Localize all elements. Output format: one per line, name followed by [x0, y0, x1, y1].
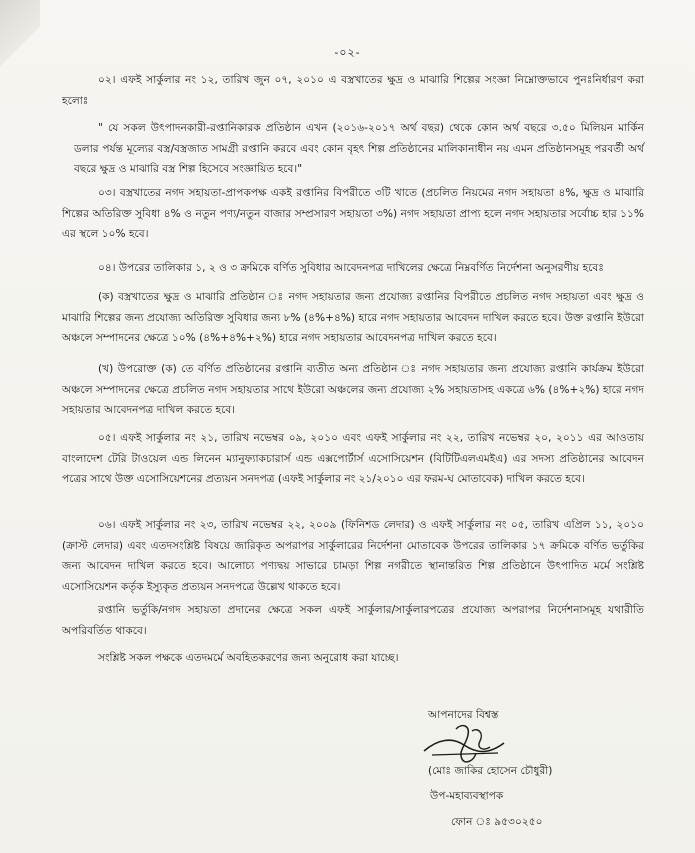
page-number: -০২- [334, 46, 361, 59]
signatory-phone: ফোন ঃ ৯৫৩০২৫০ [451, 816, 543, 828]
paragraph-02: ০২। এফই সার্কুলার নং ১২, তারিখ জুন ০৭, ২০১০ এ বস্ত্রখাতের ক্ষুদ্র ও মাঝারি শিল্পের সংজ্ঞা নিম্নোক্তভাবে পুনঃনির্ধারণ করা হলোঃ [62, 74, 644, 107]
paragraph-request: সংশ্লিষ্ট সকল পক্ষকে এতদমর্মে অবহিতকরণের জন্য অনুরোধ করা যাচ্ছে। [98, 652, 399, 664]
paragraph-04: ০৪। উপরের তালিকার ১, ২ ও ৩ ক্রমিকে বর্ণিত সুবিধার আবেদনপত্র দাখিলের ক্ষেত্রে নিম্নবর্ণিত নির্দেশনা অনুসরণীয় হবেঃ [98, 262, 604, 274]
paragraph-04-ka: (ক) বস্ত্রখাতের ক্ষুদ্র ও মাঝারি প্রতিষ্ঠান ঃ নগদ সহায়তার জন্য প্রযোজ্য রপ্তানির বিপরীতে প্রচলিত নগদ সহায়তা এবং ক্ষুদ্র ও মাঝারি শিল্পের জন্য প্রযোজ্য অতিরিক্ত সুবিধার জন্য ৮% (৪%+৪%) হারে নগদ সহায়তার আবেদন দাখিল করতে হবে। উক্ত রপ্তানি ইউরো অঞ্চলে সম্পাদনের ক্ষেত্রে ১০% (৪%+৪%+২%) হারে নগদ সহায়তার আবেদনপত্র দাখিল করতে হবে। [62, 291, 644, 344]
signatory-name: (মোঃ জাকির হোসেন চৌধুরী) [428, 765, 553, 777]
paragraph-general: রপ্তানি ভর্তুকি/নগদ সহায়তা প্রদানের ক্ষেত্রে সকল এফই সার্কুলার/সার্কুলারপত্রের প্রযোজ্য অপরাপর নির্দেশনাসমূহ যথারীতি অপরিবর্তিত থাকবে। [62, 604, 644, 637]
paragraph-03: ০৩। বস্ত্রখাতের নগদ সহায়তা-প্রাপকপক্ষ একই রপ্তানির বিপরীতে ৩টি খাতে (প্রচলিত নিয়মের নগদ সহায়তা ৪%, ক্ষুদ্র ও মাঝারি শিল্পের অতিরিক্ত সুবিধা ৪% ও নতুন পণ্য/নতুন বাজার সম্প্রসারণ সহায়তা ৩%) নগদ সহায়তা প্রাপ্য হলে নগদ সহায়তার সর্বোচ্চ হার ১১% এর স্থলে ১০% হবে। [62, 187, 644, 240]
signatory-designation: উপ-মহাব্যবস্থাপক [430, 790, 504, 802]
paragraph-05: ০৫। এফই সার্কুলার নং ২১, তারিখ নভেম্বর ০৯, ২০১০ এবং এফই সার্কুলার নং ২২, তারিখ নভেম্বর ২০, ২০১১ এর আওতায় বাংলাদেশ টেরি টাওয়েল এন্ড লিনেন ম্যানুফ্যাকচারার্স এন্ড এক্সপোর্টার্স এসোসিয়েশন (বিটিটিএলএমইএ) এর সদস্য প্রতিষ্ঠানের আবেদন পত্রের সাথে উক্ত এসোসিয়েশনের প্রত্যয়ন সনদপত্র (এফই সার্কুলার নং ২১/২০১০ এর ফরম-ঘ মোতাবেক) দাখিল করতে হবে। [62, 432, 644, 485]
closing-salutation: আপনাদের বিশ্বস্ত [428, 709, 499, 721]
paragraph-04-kha: (খ) উপরোক্ত (ক) তে বর্ণিত প্রতিষ্ঠানের রপ্তানি ব্যতীত অন্য প্রতিষ্ঠান ঃ নগদ সহায়তার জন্য প্রযোজ্য রপ্তানি কার্যক্রম ইউরো অঞ্চলে সম্পাদনের ক্ষেত্রে প্রচলিত নগদ সহায়তার সাথে ইউরো অঞ্চলের জন্য প্রযোজ্য ২% সহায়তাসহ একত্রে ৬% (৪%+২%) হারে নগদ সহায়তার আবেদনপত্র দাখিল করতে হবে। [62, 363, 644, 416]
paragraph-quote: " যে সকল উৎপাদনকারী-রপ্তানিকারক প্রতিষ্ঠান এখন (২০১৬-২০১৭ অর্থ বছর) থেকে কোন অর্থ বছরে ৩.৫০ মিলিয়ন মার্কিন ডলার পর্যন্ত মূল্যের বস্ত্র/বস্ত্রজাত সামগ্রী রপ্তানি করবে এবং কোন বৃহৎ শিল্প প্রতিষ্ঠানের মালিকানাধীন নয় এমন প্রতিষ্ঠানসমূহ পরবর্তী অর্থ বছরে ক্ষুদ্র ও মাঝারি বস্ত্র শিল্প হিসেবে সংজ্ঞায়িত হবে।" [74, 122, 644, 175]
paragraph-06: ০৬। এফই সার্কুলার নং ২৩, তারিখ নভেম্বর ২২, ২০০৯ (ফিনিশড লেদার) ও এফই সার্কুলার নং ০৫, তারিখ এপ্রিল ১১, ২০১০ (ক্রাস্ট লেদার) এবং এতদসংশ্লিষ্ট বিষয়ে জারিকৃত অপরাপর সার্কুলারের নির্দেশনা মোতাবেক উপরের তালিকার ১৭ ক্রমিকে বর্ণিত ভর্তুকির জন্য আবেদন দাখিল করতে হবে। আলোচ্য পণ্যদ্বয় সাভারে চামড়া শিল্প নগরীতে স্থানান্তরিত শিল্প প্রতিষ্ঠানে উৎপাদিত মর্মে সংশ্লিষ্ট এসোসিয়েশন কর্তৃক ইস্যুকৃত প্রত্যয়ন সনদপত্রে উল্লেখ থাকতে হবে। [62, 519, 644, 593]
